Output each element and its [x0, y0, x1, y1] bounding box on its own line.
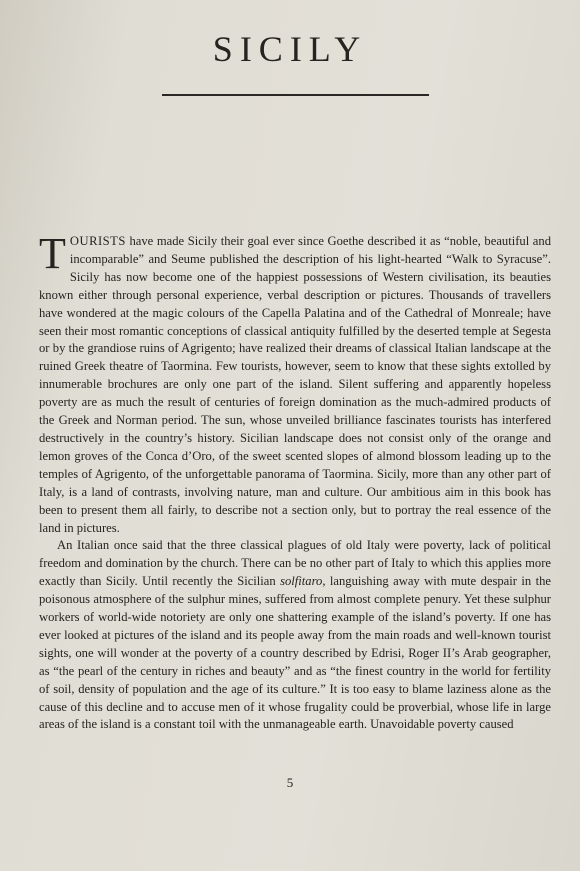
paragraph-1 [39, 229, 551, 537]
paragraph-2-text-a: An Italian once said that the three classical plagues of old Italy were poverty, lack of political freedom and domination by the church. There can be no other part of Italy to which this applies more exactly than Sicily. Until recently the Sicilian [39, 538, 551, 589]
paragraph-2-text-b: , languishing away with mute despair in the poisonous atmosphere of the sulphur mines, suffered from almost complete penury. Yet these sulphur workers of world-wide notoriety are only one shattering example of the island’s poverty. If one has ever looked at pictures of the island and its people away from the main roads and well-known tourist sights, one will wonder at the poverty of a country described by Edrisi, Roger II’s Arab geographer, as “the pearl of the century in riches and beauty” and as “the finest country in the world for fertility of soil, density of population and the age of its culture.” It is too easy to blame laziness alone as the cause of this decline and to accuse men of it whose frugality could be proverbial, whose life in large areas of the island is a constant toil with the unmanageable earth. Unavoidable poverty caused [39, 574, 551, 732]
title-rule [162, 94, 429, 96]
paragraph-1-text: have made Sicily their goal ever since Goethe described it as “noble, beautiful and incomparable” and Seume published the description of his light-hearted “Walk to Syracuse”. Sicily has now become one of the happiest possessions of Western civilisation, its beauties known either through personal experience, verbal description or pictures. Thousands of travellers have wondered at the magic colours of the Capella Palatina and of the Cathedral of Monreale; have seen their most romantic conceptions of classical antiquity fulfilled by the deserted temple at Segesta or by the grandiose ruins of Agrigento; have realized their dreams of classical Italian landscape at the ruined Greek theatre of Taormina. Few tourists, however, seem to know that these sights extolled by innumerable brochures are only one part of the island. Silent suffering and apparently hopeless poverty are as much the result of centuries of foreign domination as the much-admired products of the Greek and Norman period. The sun, whose unveiled brilliance fascinates tourists has interfered destructively in the country’s history. Sicilian landscape does not consist only of the orange and lemon groves of the Conca d’Oro, of the sweet scented slopes of almond blossom leading up to the temples of Agrigento, of the unforgettable panorama of Taormina. Sicily, more than any other part of Italy, is a land of contrasts, involving nature, man and culture. Our ambitious aim in this book has been to present them all fairly, to describe not a section only, but to portray the real essence of the land in pictures. [39, 234, 551, 535]
drop-cap: T [39, 229, 66, 278]
page-number: 5 [286, 775, 294, 790]
italic-term: solfitaro [280, 574, 323, 589]
opening-word: OURISTS [69, 234, 126, 248]
paragraph-2 [39, 537, 551, 734]
chapter-title: SICILY [212, 29, 368, 69]
body-text [39, 229, 551, 734]
